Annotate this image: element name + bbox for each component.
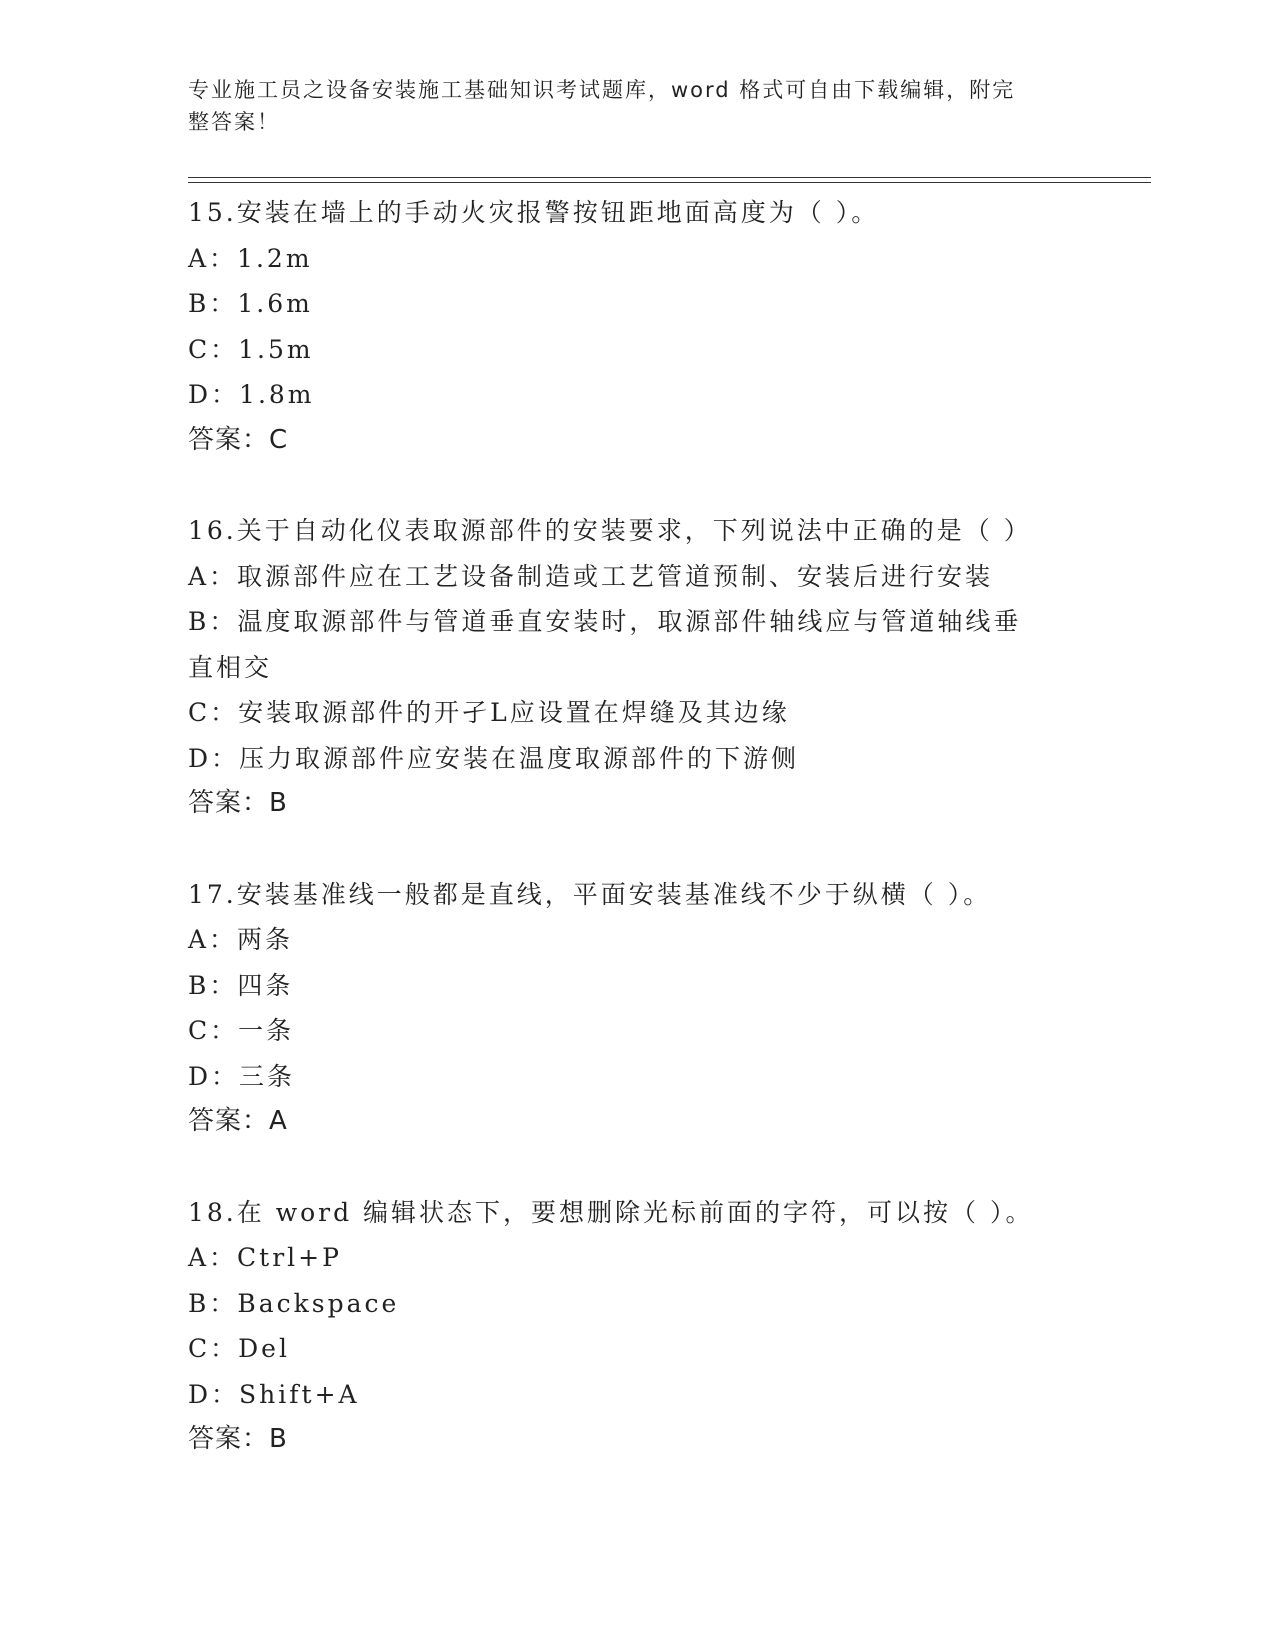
option-b: B：温度取源部件与管道垂直安装时，取源部件轴线应与管道轴线垂直相交 bbox=[188, 607, 1022, 682]
question-16 bbox=[188, 508, 1088, 827]
answer-label: 答案： bbox=[188, 788, 270, 818]
question-15 bbox=[188, 190, 1088, 463]
question-18 bbox=[188, 1190, 1088, 1463]
option-d: D：压力取源部件应安装在温度取源部件的下游侧 bbox=[188, 743, 800, 773]
header-divider-bottom bbox=[188, 182, 1151, 183]
answer-line bbox=[188, 1417, 1088, 1463]
question-17 bbox=[188, 872, 1088, 1145]
option-c: C：Del bbox=[188, 1334, 290, 1363]
answer-value: B bbox=[269, 1424, 288, 1454]
header-title-line-2: 整答案！ bbox=[188, 110, 280, 134]
header-title-line-1: 专业施工员之设备安装施工基础知识考试题库，word 格式可自由下载编辑，附完 bbox=[188, 78, 1016, 102]
question-stem: 15.安装在墙上的手动火灾报警按钮距地面高度为（ ）。 bbox=[188, 198, 880, 227]
answer-label: 答案： bbox=[188, 1424, 270, 1454]
option-c: C：1.5m bbox=[188, 334, 314, 364]
document-header bbox=[188, 74, 1068, 138]
answer-line bbox=[188, 1099, 1088, 1145]
option-d: D：三条 bbox=[188, 1061, 296, 1091]
option-b: B：1.6m bbox=[188, 289, 313, 318]
answer-label: 答案： bbox=[188, 1106, 270, 1136]
answer-value: B bbox=[269, 788, 288, 818]
option-c: C：安装取源部件的开孑L应设置在焊缝及其边缘 bbox=[188, 698, 790, 727]
answer-label: 答案： bbox=[188, 424, 270, 455]
question-list bbox=[188, 190, 1088, 1508]
answer-line bbox=[188, 418, 1088, 464]
answer-value: C bbox=[269, 424, 289, 455]
question-stem: 17.安装基准线一般都是直线，平面安装基准线不少于纵横（ ）。 bbox=[188, 879, 992, 909]
option-a: A：取源部件应在工艺设备制造或工艺管道预制、安装后进行安装 bbox=[188, 561, 994, 591]
option-d: D：1.8m bbox=[188, 380, 315, 409]
question-stem: 16.关于自动化仪表取源部件的安装要求，下列说法中正确的是（ ） bbox=[188, 516, 1032, 545]
answer-line bbox=[188, 781, 1088, 827]
option-a: A：Ctrl+P bbox=[188, 1243, 342, 1272]
question-stem: 18.在 word 编辑状态下，要想删除光标前面的字符，可以按（ ）。 bbox=[188, 1197, 1034, 1227]
answer-value: A bbox=[269, 1106, 288, 1136]
option-a: A：两条 bbox=[188, 925, 294, 954]
option-c: C：一条 bbox=[188, 1016, 295, 1045]
header-divider-top bbox=[188, 177, 1151, 178]
option-d: D：Shift+A bbox=[188, 1379, 360, 1409]
option-a: A：1.2m bbox=[188, 243, 313, 273]
option-b: B：四条 bbox=[188, 970, 294, 1000]
option-b: B：Backspace bbox=[188, 1288, 400, 1318]
